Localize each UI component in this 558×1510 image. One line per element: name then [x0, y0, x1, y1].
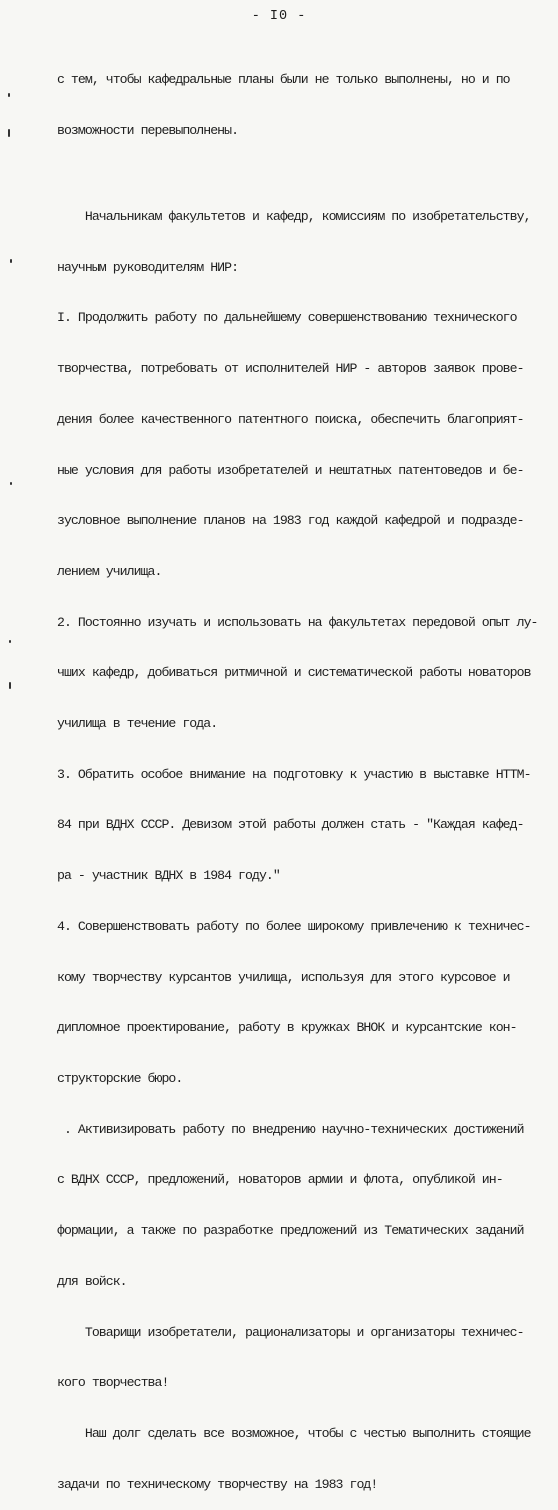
margin-mark: [8, 93, 10, 97]
text-line: Товарищи изобретатели, рационализаторы и организаторы техничес-: [57, 1324, 524, 1340]
text-line: I. Продолжить работу по дальнейшему совершенствованию технического: [57, 310, 517, 326]
text-line: 4. Совершенствовать работу по более широкому привлечению к техничес-: [57, 918, 531, 934]
text-line: 2. Постоянно изучать и использовать на факультетах передовой опыт лу-: [57, 614, 538, 630]
text-line: училища в течение года.: [57, 716, 218, 732]
text-line: чших кафедр, добиваться ритмичной и систематической работы новаторов: [57, 665, 531, 681]
text-line: творчества, потребовать от исполнителей НИР - авторов заявок прове-: [57, 361, 524, 377]
margin-mark: [10, 482, 12, 485]
margin-mark: [8, 129, 10, 137]
document-body: [57, 38, 549, 1510]
text-line: Начальникам факультетов и кафедр, комиссиям по изобретательству,: [57, 209, 531, 225]
text-line: с ВДНХ СССР, предложений, новаторов армии и флота, опубликой ин-: [57, 1172, 503, 1188]
margin-mark: [10, 259, 12, 263]
page-number: - I0 -: [251, 9, 307, 24]
text-line: ные условия для работы изобретателей и нештатных патентоведов и бе-: [57, 462, 524, 478]
text-line: дения более качественного патентного поиска, обеспечить благоприят-: [57, 411, 524, 427]
text-line: кого творчества!: [57, 1375, 169, 1391]
text-line: дипломное проектирование, работу в кружках ВНОК и курсантские кон-: [57, 1020, 517, 1036]
text-line: . Активизировать работу по внедрению научно-технических достижений: [57, 1121, 524, 1137]
text-line: Наш долг сделать все возможное, чтобы с честью выполнить стоящие: [57, 1425, 531, 1441]
text-line: с тем, чтобы кафедральные планы были не только выполнены, но и по: [57, 71, 510, 87]
text-line: лением училища.: [57, 563, 162, 579]
text-line: зусловное выполнение планов на 1983 год каждой кафедрой и подразде-: [57, 513, 524, 529]
text-line: структорские бюро.: [57, 1070, 183, 1086]
text-line: возможности перевыполнены.: [57, 122, 239, 138]
text-line: для войск.: [57, 1273, 127, 1289]
margin-mark: [9, 640, 11, 643]
text-line: задачи по техническому творчеству на 1983 год!: [57, 1476, 378, 1492]
text-line: ра - участник ВДНХ в 1984 году.": [57, 868, 280, 884]
text-line: формации, а также по разработке предложений из Тематических заданий: [57, 1223, 524, 1239]
text-line: научным руководителям НИР:: [57, 259, 239, 275]
text-line: 3. Обратить особое внимание на подготовку к участию в выставке НТТМ-: [57, 766, 531, 782]
text-line: кому творчеству курсантов училища, используя для этого курсовое и: [57, 969, 510, 985]
text-line: 84 при ВДНХ СССР. Девизом этой работы должен стать - "Каждая кафед-: [57, 817, 524, 833]
margin-mark: [9, 682, 11, 689]
